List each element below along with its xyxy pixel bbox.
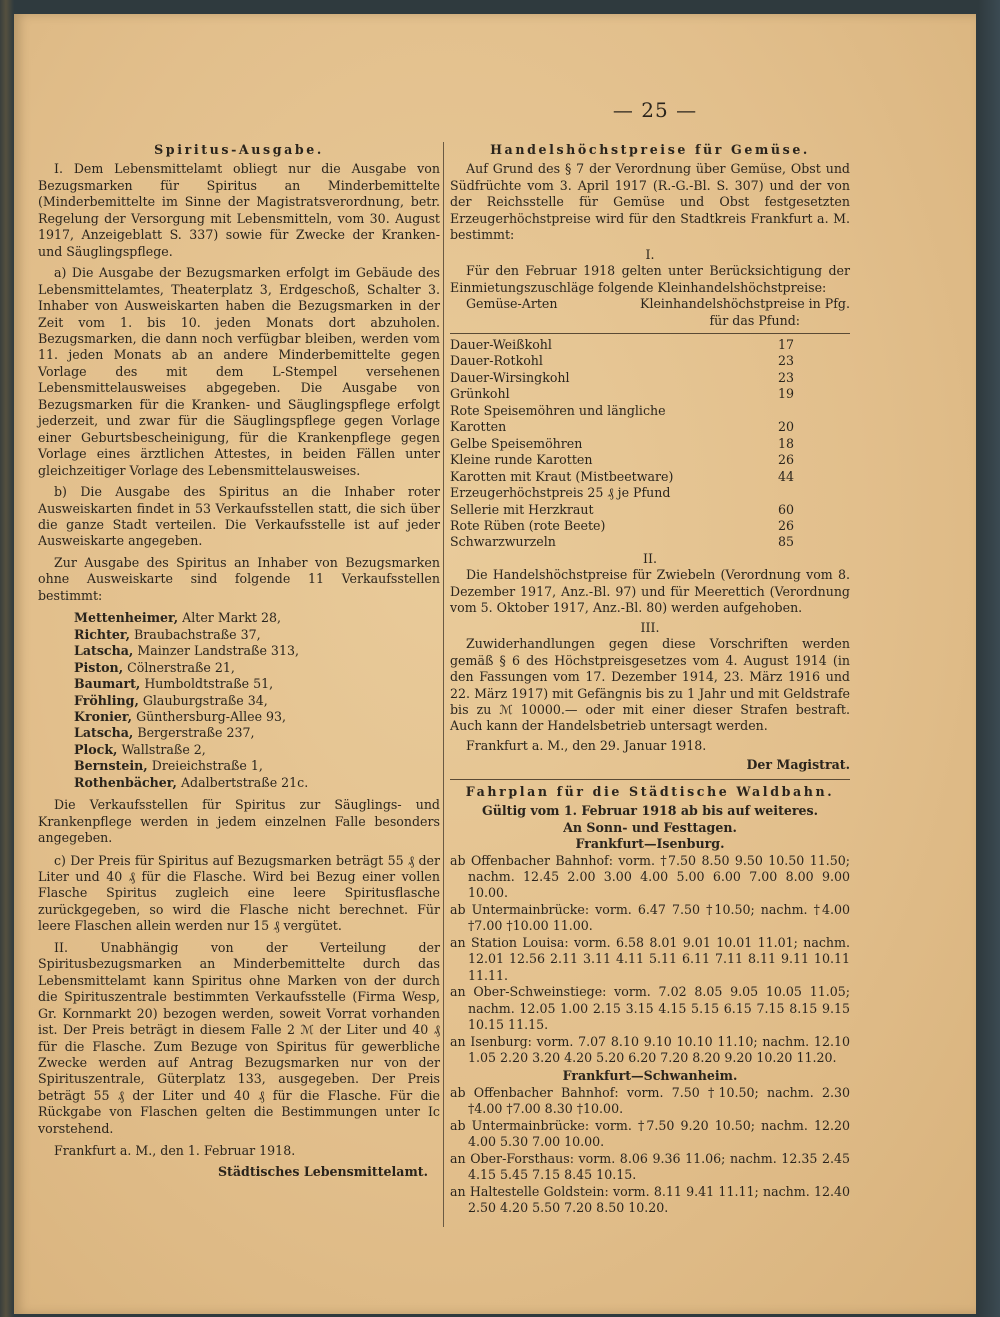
table-header (450, 313, 850, 329)
store-item: Fröhling, Glauburgstraße 34, (74, 692, 268, 708)
vegetable-prices-heading: Handelshöchstpreise für Gemüse. (490, 142, 810, 157)
store-item: Kronier, Günthersburg-Allee 93, (74, 708, 287, 724)
page-number: — 25 — (612, 98, 698, 122)
vegetable-intro: Auf Grund des § 7 der Verordnung über Gemüse, Obst und Südfrüchte vom 3. April 1917 (R.-G.-Bl. S. 307) und der von der Reichsstelle für Gemüse und Obst festgesetzten Erzeugerhöchstpreise wird für den Stadtkreis Frankfurt a. M. bestimmt: (450, 161, 850, 243)
section-rule (450, 779, 850, 780)
timetable-days: An Sonn- und Festtagen. (563, 819, 737, 835)
table-row: Dauer-Rotkohl 23 (450, 353, 794, 369)
magistrat-date: Frankfurt a. M., den 29. Januar 1918. (466, 737, 707, 753)
table-row: Erzeugerhöchstpreis 25 ₰ je Pfund (450, 485, 671, 501)
left-column (38, 142, 440, 1180)
route-schwanheim-stop: an Ober-Forsthaus: vorm. 8.06 9.36 11.06; nachm. 12.35 2.45 4.15 5.45 7.15 8.45 10.15. (450, 1150, 850, 1183)
store-item: Latscha, Mainzer Landstraße 313, (74, 643, 299, 659)
store-item: Mettenheimer, Alter Markt 28, (74, 610, 281, 626)
route-isenburg-stop: ab Offenbacher Bahnhof: vorm. †7.50 8.50 9.50 10.50 11.50; nachm. 12.45 2.00 3.00 4.00 5.00 6.00 7.00 8.00 9.00 10.00. (450, 852, 850, 901)
newspaper-page (14, 14, 976, 1314)
section-I-label: I. (645, 246, 655, 262)
vegetable-price-table (450, 296, 850, 329)
section-II-label: II. (643, 550, 657, 566)
store-item: Bernstein, Dreieichstraße 1, (74, 758, 263, 774)
store-item: Piston, Cölnerstraße 21, (74, 659, 235, 675)
route-isenburg-stop: an Station Louisa: vorm. 6.58 8.01 9.01 10.01 11.01; nachm. 12.01 12.56 2.11 3.11 4.11 5.11 6.11 7.11 8.11 9.11 10.11 11.11. (450, 934, 850, 983)
spiritus-date: Frankfurt a. M., den 1. Februar 1918. (54, 1143, 296, 1159)
timetable-validity: Gültig vom 1. Februar 1918 ab bis auf weiteres. (481, 803, 819, 819)
table-row: Rote Rüben (rote Beete) 26 (450, 517, 794, 533)
col-header-price: Kleinhandelshöchstpreise in Pfg. (640, 296, 850, 312)
store-list (38, 610, 440, 791)
route-isenburg-stop: an Ober-Schweinstiege: vorm. 7.02 8.05 9.05 10.05 11.05; nachm. 12.05 1.00 2.15 3.15 4.15 5.15 6.15 7.15 8.15 9.15 10.15 11.15. (450, 984, 850, 1033)
timetable-heading: Fahrplan für die Städtische Waldbahn. (465, 783, 835, 799)
magistrat-signature: Der Magistrat. (746, 757, 850, 773)
store-item: Rothenbächer, Adalbertstraße 21c. (74, 774, 309, 790)
route-schwanheim-stop: an Haltestelle Goldstein: vorm. 8.11 9.41 11.11; nachm. 12.40 2.50 4.20 5.50 7.20 8.50 10.20. (450, 1183, 850, 1216)
spiritus-stores-intro: Zur Ausgabe des Spiritus an Inhaber von Bezugsmarken ohne Ausweiskarte sind folgende 11 Verkaufsstellen bestimmt: (38, 554, 440, 603)
column-divider (443, 142, 444, 1227)
col-header-unit: für das Pfund: (709, 312, 800, 328)
table-row: Karotten mit Kraut (Mistbeetware) 44 (450, 468, 794, 484)
section-III-text: Zuwiderhandlungen gegen diese Vorschriften werden gemäß § 6 des Höchstpreisgesetzes vom 4. August 1914 (in den Fassungen vom 17. Dezember 1914, 23. März 1916 und 22. März 1917) mit Gefängnis bis zu 1 Jahr und mit Geldstrafe bis zu ℳ 10000.— oder mit einer dieser Strafen bestraft. Auch kann der Handelsbetrieb untersagt werden. (450, 636, 850, 734)
spiritus-para-b: b) Die Ausgabe des Spiritus an die Inhaber roter Ausweiskarten findet in 53 Verkaufsstellen statt, die sich über die ganze Stadt verteilen. Die Verkaufsstelle ist auf jeder Ausweiskarte angegeben. (38, 484, 440, 549)
route-schwanheim-title: Frankfurt—Schwanheim. (562, 1068, 738, 1084)
table-row: Kleine runde Karotten 26 (450, 452, 794, 468)
right-column (450, 142, 850, 1217)
section-II-text: Die Handelshöchstpreise für Zwiebeln (Verordnung vom 8. Dezember 1917, Anz.-Bl. 97) und für Meerettich (Verordnung vom 5. Oktober 1917, Anz.-Bl. 80) werden aufgehoben. (450, 567, 850, 616)
table-row: Schwarzwurzeln 85 (450, 534, 794, 550)
section-I-text: Für den Februar 1918 gelten unter Berücksichtigung der Einmietungszuschläge folgende Kleinhandelshöchstpreise: (450, 263, 850, 295)
table-row: Sellerie mit Herzkraut 60 (450, 501, 794, 517)
table-row: Grünkohl 19 (450, 386, 794, 402)
route-isenburg-title: Frankfurt—Isenburg. (575, 836, 725, 852)
table-row: Dauer-Weißkohl 17 (450, 336, 794, 352)
table-header (450, 296, 850, 312)
store-item: Plock, Wallstraße 2, (74, 741, 206, 757)
store-item: Richter, Braubachstraße 37, (74, 626, 261, 642)
route-isenburg-stop: an Isenburg: vorm. 7.07 8.10 9.10 10.10 11.10; nachm. 12.10 1.05 2.20 3.20 4.20 5.20 6.20 7.20 8.20 9.20 10.20 11.20. (450, 1033, 850, 1066)
route-schwanheim-stop: ab Untermainbrücke: vorm. †7.50 9.20 10.50; nachm. 12.20 4.00 5.30 7.00 10.00. (450, 1117, 850, 1150)
spiritus-para-a: a) Die Ausgabe der Bezugsmarken erfolgt im Gebäude des Lebensmittelamtes, Theaterplatz 3, Erdgeschoß, Schalter 3. Inhaber von Ausweiskarten haben die Bezugsmarken in der Zeit vom 1. bis 10. jeden Monats dort abzuholen. Bezugsmarken, die dann noch verfügbar bleiben, werden vom 11. jeden Monats ab an andere Minderbemittelte gegen Vorlage des mit dem L-Stempel versehenen Lebensmittelausweises abgegeben. Die Ausgabe von Bezugsmarken für die Kranken- und Säuglingspflege erfolgt jederzeit, und zwar für die Säuglingspflege gegen Vorlage einer Geburtsbescheinigung, für die Krankenpflege gegen Vorlage eines ärztlichen Attestes, in beiden Fällen unter gleichzeitiger Vorlage des Lebensmittelausweises. (38, 265, 440, 478)
spiritus-para-II: II. Unabhängig von der Verteilung der Spiritusbezugsmarken an Minderbemittelte durch das Lebensmittelamt kann Spiritus ohne Marken von der durch die Spirituszentrale bestimmten Verkaufsstelle (Firma Wesp, Gr. Kornmarkt 20) bezogen werden, soweit Vorrat vorhanden ist. Der Preis beträgt in diesem Falle 2 ℳ der Liter und 40 ₰ für die Flasche. Zum Bezuge von Spiritus für gewerbliche Zwecke werden auf Antrag Bezugsmarken nur von der Spirituszentrale, Güterplatz 133, ausgegeben. Der Preis beträgt 55 ₰ der Liter und 40 ₰ für die Flasche. Für die Rückgabe von Flaschen gelten die Bestimmungen unter Ic vorstehend. (38, 939, 440, 1136)
table-row: Gelbe Speisemöhren 18 (450, 435, 794, 451)
vegetable-price-rows (450, 337, 850, 551)
route-isenburg-stop: ab Untermainbrücke: vorm. 6.47 7.50 †10.50; nachm. †4.00 †7.00 †10.00 11.00. (450, 901, 850, 934)
table-rule (450, 333, 850, 334)
col-header-vegetable: Gemüse-Arten (466, 296, 558, 312)
spiritus-heading: Spiritus-Ausgabe. (154, 142, 324, 157)
spiritus-para-c: c) Der Preis für Spiritus auf Bezugsmarken beträgt 55 ₰ der Liter und 40 ₰ für die Flasche. Wird bei Bezug einer vollen Flasche Spiritus zugleich eine leere Spiritusflasche zurückgegeben, so wird die Flasche nicht berechnet. Für leere Flaschen allein werden nur 15 ₰ vergütet. (38, 852, 440, 934)
store-item: Latscha, Bergerstraße 237, (74, 725, 255, 741)
spiritus-care-note: Die Verkaufsstellen für Spiritus zur Säuglings- und Krankenpflege werden in jedem einzelnen Falle besonders angegeben. (38, 797, 440, 846)
spiritus-intro: I. Dem Lebensmittelamt obliegt nur die Ausgabe von Bezugsmarken für Spiritus an Minderbemittelte (Minderbemittelte im Sinne der Magistratsverordnung, betr. Regelung der Versorgung mit Lebensmitteln, vom 30. August 1917, Anzeigeblatt S. 337) sowie für Zwecke der Kranken- und Säuglingspflege. (38, 161, 440, 259)
section-III-label: III. (640, 619, 660, 635)
table-row: Dauer-Wirsingkohl 23 (450, 369, 794, 385)
store-item: Baumart, Humboldtstraße 51, (74, 676, 274, 692)
table-row: Rote Speisemöhren und längliche Karotten 20 (450, 402, 794, 435)
route-schwanheim-stop: ab Offenbacher Bahnhof: vorm. 7.50 †10.50; nachm. 2.30 †4.00 †7.00 8.30 †10.00. (450, 1084, 850, 1117)
spiritus-signature: Städtisches Lebensmittelamt. (217, 1163, 428, 1179)
